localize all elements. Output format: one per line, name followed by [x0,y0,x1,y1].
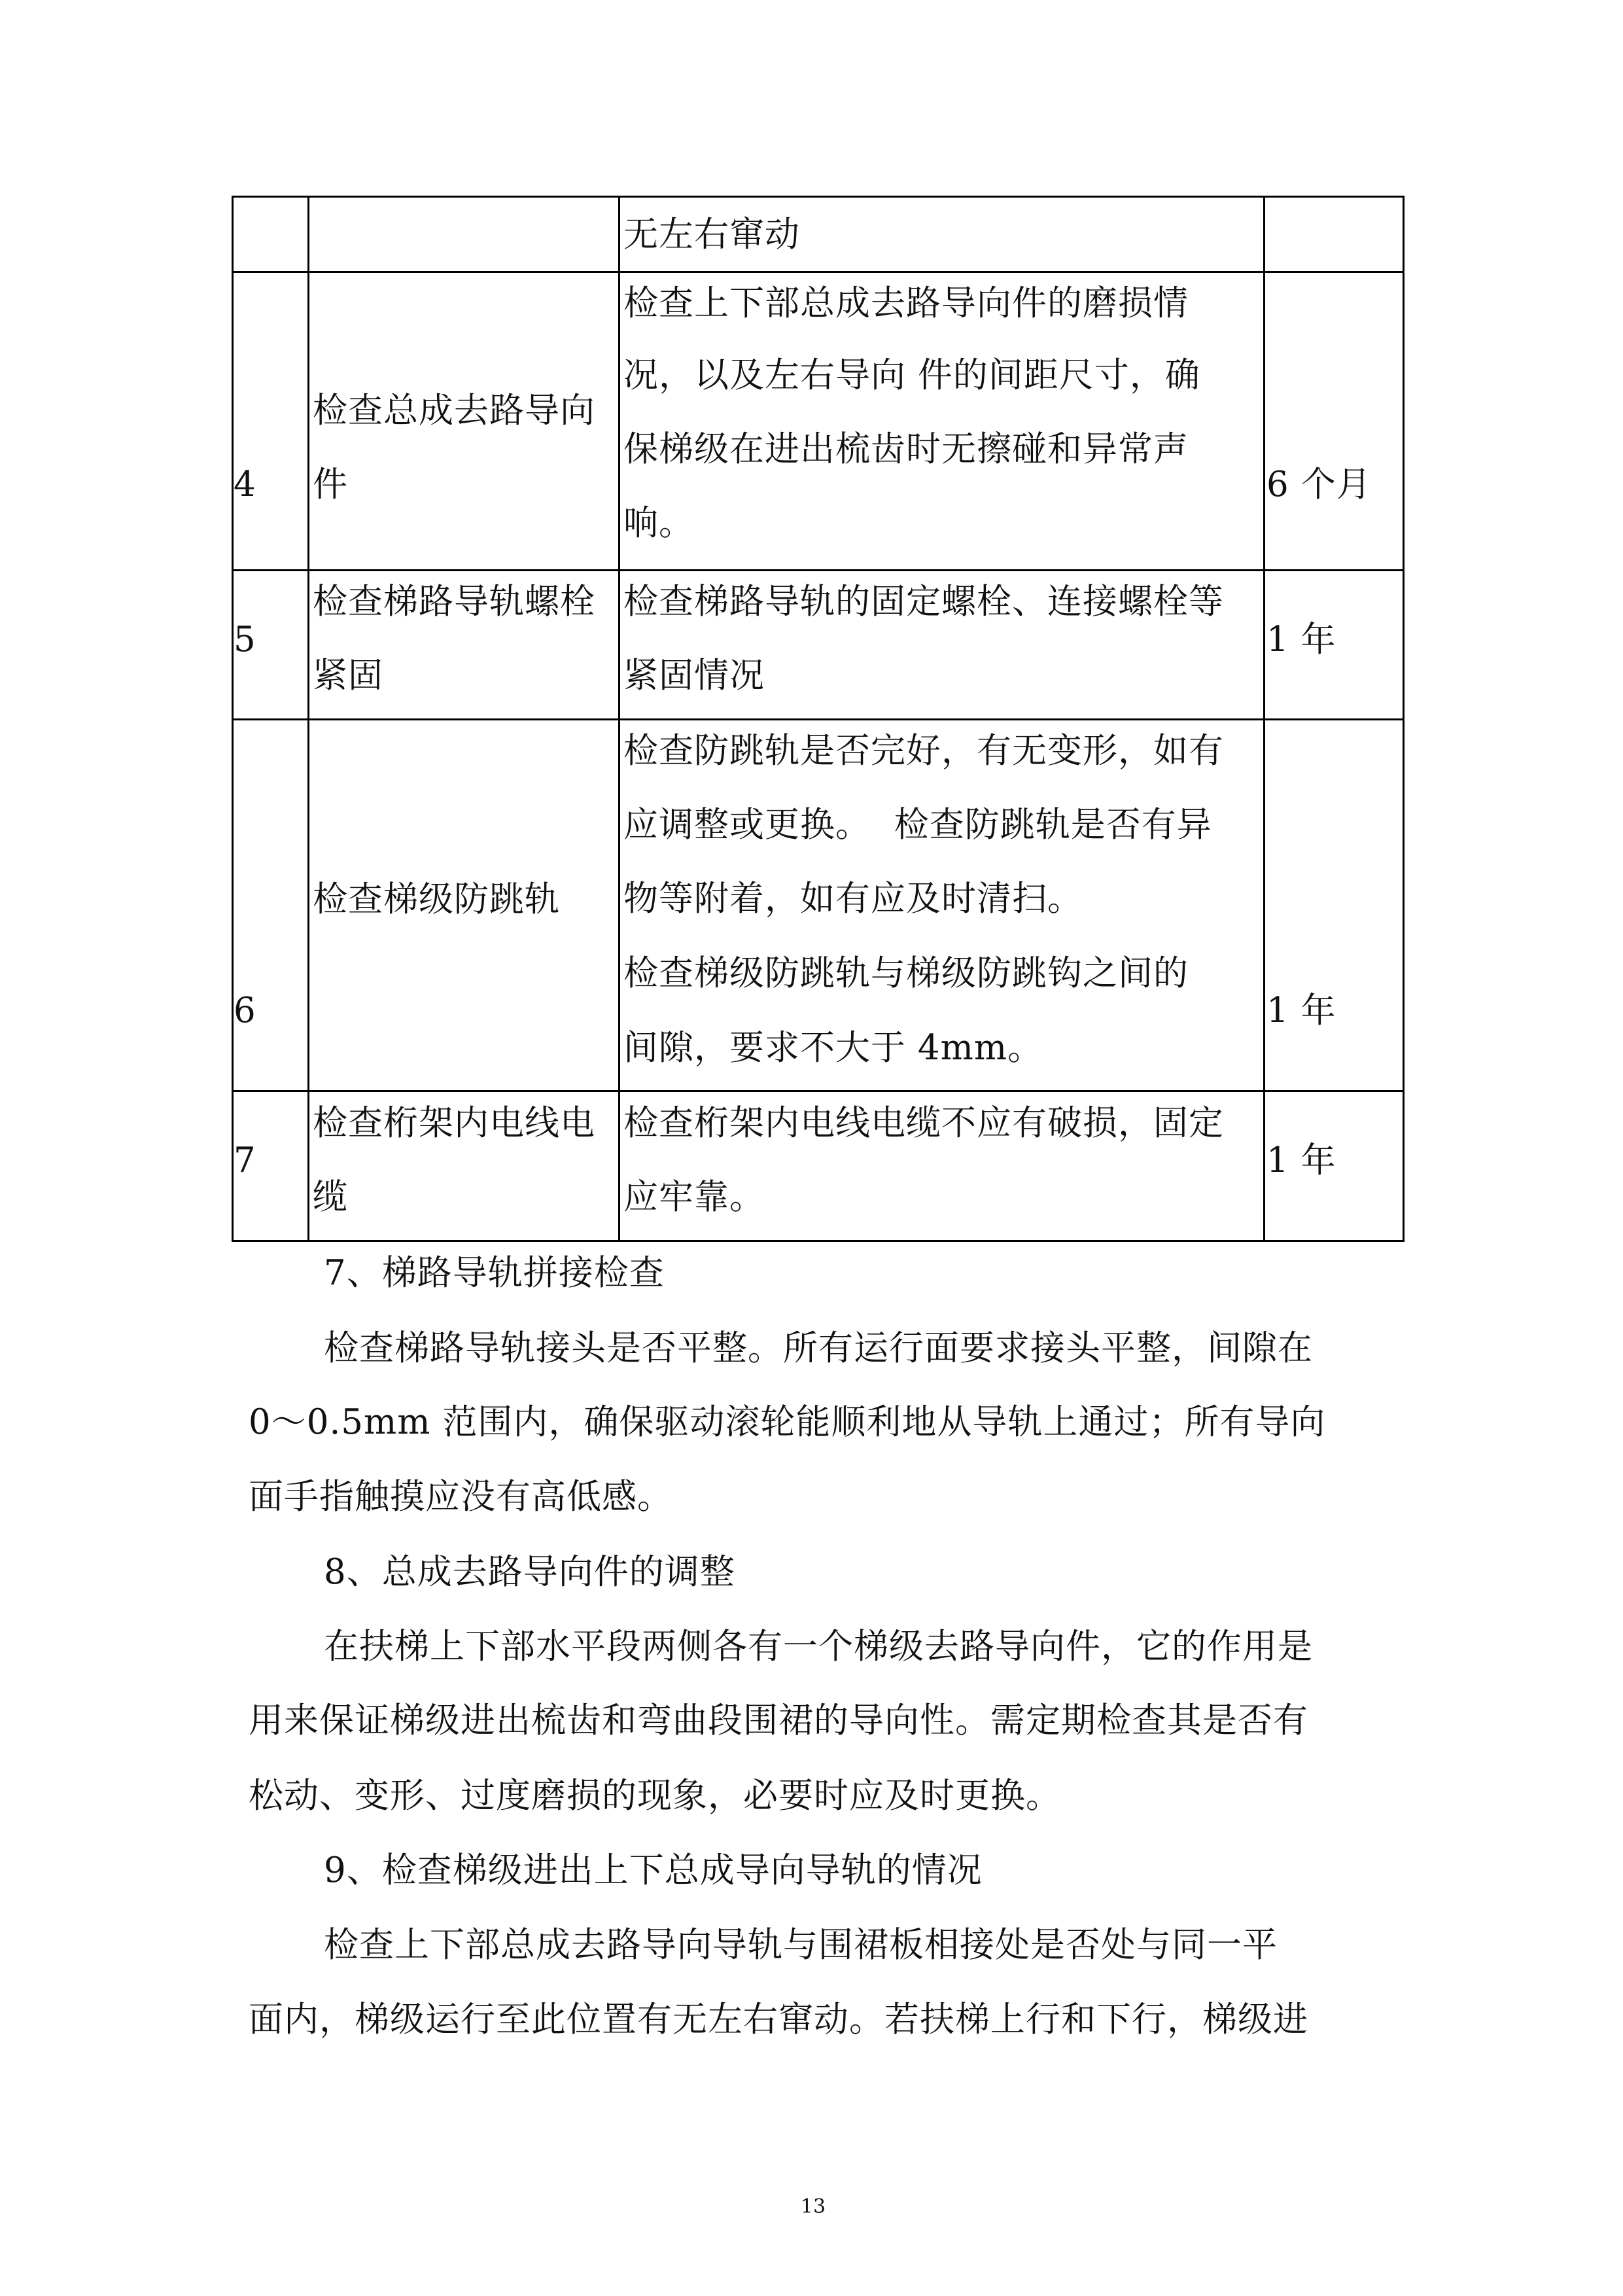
table-cell-item: 检查梯路导轨螺栓 [313,582,595,622]
table-cell-content: 检查上下部总成去路导向件的磨损情 [623,283,1189,323]
table-cell-content: 检查防跳轨是否完好，有无变形，如有 [623,731,1224,771]
table-rule [307,196,309,1242]
paragraph-line: 面手指触摸应没有高低感。 [249,1477,672,1517]
page-number: 13 [800,2195,826,2218]
table-cell-item: 件 [313,465,348,504]
table-cell-item: 紧固 [313,656,383,696]
table-rule [1403,196,1405,1242]
table-rule [1263,196,1265,1242]
table-cell-content: 间隙，要求不大于 4mm。 [623,1028,1043,1068]
table-cell-period: 6 个月 [1266,465,1372,504]
table-cell-item: 检查梯级防跳轨 [313,879,560,919]
table-cell-content: 紧固情况 [623,656,765,696]
table-cell-period: 1 年 [1266,620,1336,660]
table-cell-period: 1 年 [1266,991,1336,1031]
table-cell-item: 检查桁架内电线电 [313,1103,595,1143]
section-heading: 8、总成去路导向件的调整 [324,1552,735,1592]
table-cell-number: 6 [234,991,256,1031]
table-cell-content: 况，以及左右导向 件的间距尺寸，确 [623,355,1200,395]
paragraph-line: 检查上下部总成去路导向导轨与围裙板相接处是否处与同一平 [324,1925,1278,1965]
table-cell-item: 缆 [313,1177,348,1217]
table-cell-content: 保梯级在进出梳齿时无擦碰和异常声 [623,429,1189,469]
table-cell-content: 响。 [623,503,694,543]
table-cell-content: 检查梯路导轨的固定螺栓、连接螺栓等 [623,582,1224,622]
paragraph-line: 检查梯路导轨接头是否平整。所有运行面要求接头平整，间隙在 [324,1328,1313,1368]
table-cell-number: 4 [234,465,256,504]
paragraph-line: 面内，梯级运行至此位置有无左右窜动。若扶梯上行和下行，梯级进 [249,2000,1308,2040]
paragraph-line: 用来保证梯级进出梳齿和弯曲段围裙的导向性。需定期检查其是否有 [249,1701,1308,1740]
table-cell-number: 7 [234,1140,256,1180]
section-heading: 9、检查梯级进出上下总成导向导轨的情况 [324,1850,983,1890]
table-cell-content: 应牢靠。 [623,1177,765,1217]
paragraph-line: 松动、变形、过度磨损的现象，必要时应及时更换。 [249,1776,1061,1816]
table-cell-content: 无左右窜动 [623,215,800,255]
table-rule [232,196,234,1242]
table-cell-content: 物等附着，如有应及时清扫。 [623,879,1083,919]
table-cell-period: 1 年 [1266,1140,1336,1180]
table-cell-content: 检查桁架内电线电缆不应有破损，固定 [623,1103,1224,1143]
table-cell-content: 应调整或更换。 检查防跳轨是否有异 [623,805,1212,845]
table-rule [232,196,1405,198]
table-rule [618,196,620,1242]
table-cell-number: 5 [234,620,256,660]
section-heading: 7、梯路导轨拼接检查 [324,1253,665,1293]
paragraph-line: 在扶梯上下部水平段两侧各有一个梯级去路导向件，它的作用是 [324,1627,1313,1667]
paragraph-line: 0～0.5mm 范围内，确保驱动滚轮能顺利地从导轨上通过；所有导向 [249,1402,1326,1442]
table-cell-content: 检查梯级防跳轨与梯级防跳钩之间的 [623,953,1189,993]
table-cell-item: 检查总成去路导向 [313,391,595,431]
